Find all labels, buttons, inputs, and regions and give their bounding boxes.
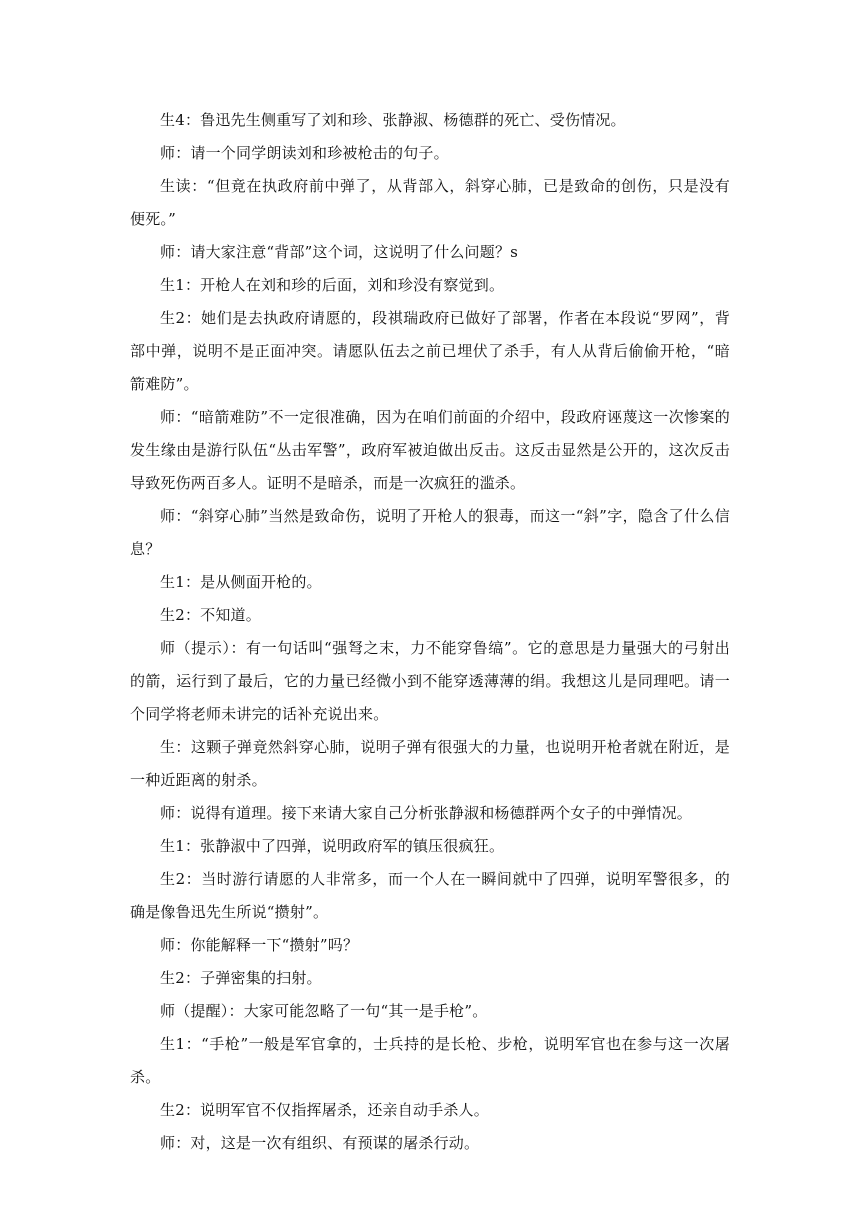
paragraph: 师：说得有道理。接下来请大家自己分析张静淑和杨德群两个女子的中弹情况。 xyxy=(160,804,693,822)
paragraph: 师：“斜穿心肺”当然是致命伤，说明了开枪人的狠毒，而这一“斜”字，隐含了什么信息？ xyxy=(130,507,730,558)
paragraph: 生4：鲁迅先生侧重写了刘和珍、张静淑、杨德群的死亡、受伤情况。 xyxy=(160,111,626,129)
paragraph: 生1：开枪人在刘和珍的后面，刘和珍没有察觉到。 xyxy=(160,276,505,294)
paragraph: 生2：她们是去执政府请愿的，段祺瑞政府已做好了部署，作者在本段说“罗网”，背部中弹，说明不是正面冲突。请愿队伍去之前已埋伏了杀手，有人从背后偷偷开枪，“暗箭难防”。 xyxy=(130,309,730,393)
paragraph: 生1：张静淑中了四弹，说明政府军的镇压很疯狂。 xyxy=(160,837,505,855)
paragraph: 师（提醒）：大家可能忽略了一句“其一是手枪”。 xyxy=(160,1002,488,1020)
paragraph: 生2：当时游行请愿的人非常多，而一个人在一瞬间就中了四弹，说明军警很多，的确是像鲁迅先生所说“攒射”。 xyxy=(130,870,730,921)
paragraph: 生2：不知道。 xyxy=(160,606,261,624)
paragraph: 生2：子弹密集的扫射。 xyxy=(160,969,322,987)
paragraph: 生：这颗子弹竟然斜穿心肺，说明子弹有很强大的力量，也说明开枪者就在附近，是一种近距离的射杀。 xyxy=(130,738,730,789)
paragraph: 生1：是从侧面开枪的。 xyxy=(160,573,322,591)
paragraph: 师（提示）：有一句话叫“强弩之末，力不能穿鲁缟”。它的意思是力量强大的弓射出的箭，运行到了最后，它的力量已经微小到不能穿透薄薄的绢。我想这儿是同理吧。请一个同学将老师未讲完的话补充说出来。 xyxy=(130,639,730,723)
paragraph: 生1：“手枪”一般是军官拿的，士兵持的是长枪、步枪，说明军官也在参与这一次屠杀。 xyxy=(130,1035,730,1086)
paragraph: 师：你能解释一下“攒射”吗？ xyxy=(160,936,359,954)
paragraph: 师：对，这是一次有组织、有预谋的屠杀行动。 xyxy=(160,1134,480,1152)
document-body xyxy=(130,104,730,1160)
paragraph: 生2：说明军官不仅指挥屠杀，还亲自动手杀人。 xyxy=(160,1101,489,1119)
paragraph: 师：请一个同学朗读刘和珍被枪击的句子。 xyxy=(160,144,449,162)
paragraph: 师：请大家注意“背部”这个词，这说明了什么问题？s xyxy=(160,243,519,261)
paragraph: 生读：“但竟在执政府前中弹了，从背部入，斜穿心肺，已是致命的创伤，只是没有便死。” xyxy=(130,177,730,228)
paragraph: 师：“暗箭难防”不一定很准确，因为在咱们前面的介绍中，段政府诬蔑这一次惨案的发生缘由是游行队伍“丛击军警”，政府军被迫做出反击。这反击显然是公开的，这次反击导致死伤两百多人。证明不是暗杀，而是一次疯狂的滥杀。 xyxy=(130,408,730,492)
